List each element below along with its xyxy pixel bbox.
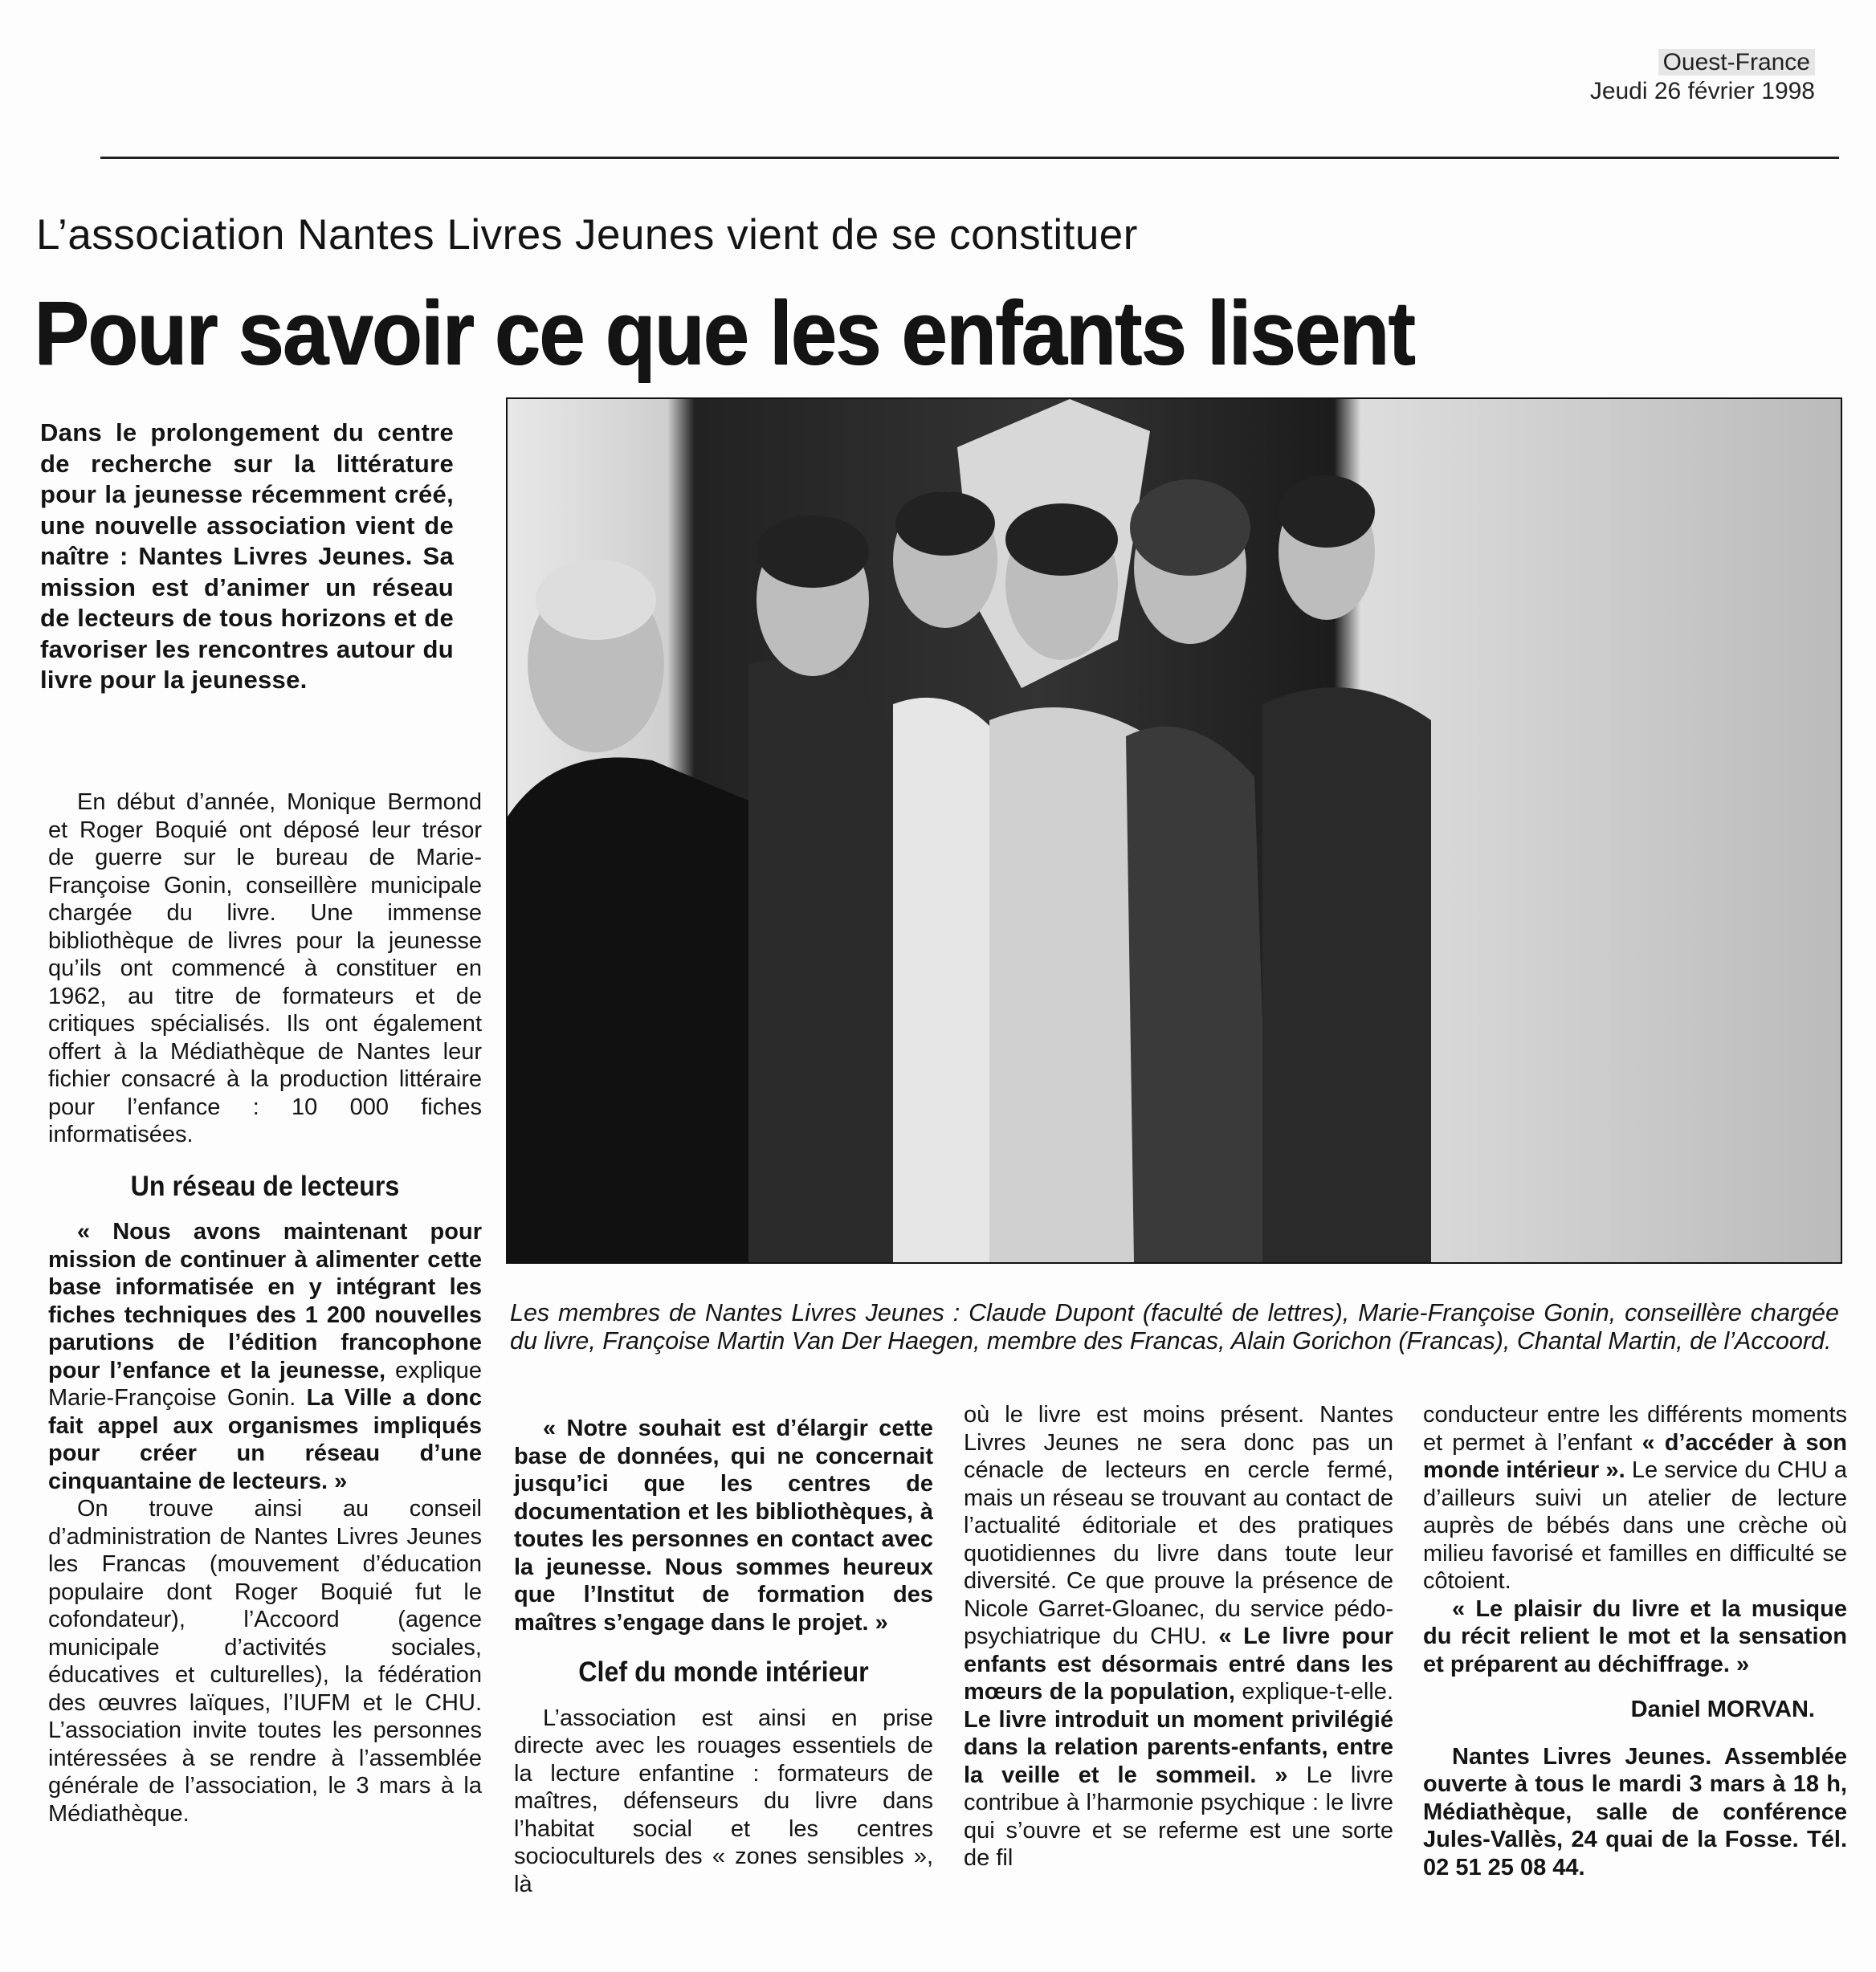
column-3: [964, 1401, 1393, 1872]
paragraph: [1423, 1595, 1847, 1679]
subhead-reseau: Un réseau de lecteurs: [130, 1170, 400, 1202]
quote-text: Le livre introduit un moment privilégié dans la relation parents-enfants, entre la veille et le sommeil. »: [964, 1706, 1393, 1788]
body-text: Le service du CHU a d’ailleurs suivi un atelier de lecture auprès de bébés dans une crèche où milieu favorisé et familles en difficulté se côtoient.: [1423, 1457, 1847, 1594]
paragraph: [964, 1401, 1393, 1872]
paragraph: [1423, 1401, 1847, 1595]
event-info: Nantes Livres Jeunes. Assemblée ouverte à tous le mardi 3 mars à 18 h, Médiathèque, salle de conférence Jules-Vallès, 24 quai de la Fosse. Tél. 02 51 25 08 44.: [1423, 1743, 1847, 1880]
paragraph: [514, 1415, 933, 1636]
column-4: [1423, 1401, 1847, 1881]
paragraph: [514, 1705, 933, 1899]
body-text: L’association est ainsi en prise directe avec les rouages essentiels de la lecture enfantine : formateurs de maîtres, défenseurs du livre dans l’habitat social et les centres socioculturels des « zones sensibles », là: [514, 1705, 933, 1897]
masthead: [1590, 48, 1815, 106]
byline: Daniel MORVAN.: [1630, 1697, 1815, 1722]
body-text: explique Marie-Françoise Gonin.: [48, 1357, 482, 1411]
body-text: En début d’année, Monique Bermond et Roger Boquié ont déposé leur trésor de guerre sur le bureau de Marie-Françoise Gonin, conseillère municipale chargée du livre. Une immense bibliothèque de livres pour la jeunesse qu’ils ont commencé à constituer en 1962, au titre de formateurs et de critiques spécialisés. Ils ont également offert à la Médiathèque de Nantes leur fichier consacré à la production littéraire pour l’enfance : 10 000 fiches informatisées.: [48, 789, 482, 1147]
body-text: Le livre contribue à l’harmonie psychique : le livre qui s’ouvre et se referme est une sorte de fil: [964, 1762, 1393, 1871]
body-text: où le livre est moins présent. Nantes Livres Jeunes ne sera donc pas un cénacle de lecteurs en cercle fermé, mais un réseau se trouvant au contact de l’actualité éditoriale et des pratiques quotidiennes du livre dans toute leur diversité. Ce que prouve la présence de Nicole Garret-Gloanec, du service pédo-psychiatrique du CHU.: [964, 1402, 1393, 1649]
lede: Dans le prolongement du centre de recherche sur la littérature pour la jeunesse récemment créé, une nouvelle association vient de naître : Nantes Livres Jeunes. Sa mission est d’animer un réseau de lecteurs de tous horizons et de favoriser les rencontres autour du livre pour la jeunesse.: [40, 418, 454, 694]
group-photo: [506, 397, 1842, 1264]
quote-text: « Notre souhait est d’élargir cette base de données, qui ne concernait jusqu’ici que les centres de documentation et les bibliothèques, à toutes les personnes en contact avec la jeunesse. Nous sommes heureux que l’Institut de formation des maîtres s’engage dans le projet. »: [514, 1416, 933, 1636]
divider: [100, 157, 1839, 159]
headline: Pour savoir ce que les enfants lisent: [34, 283, 1414, 383]
publication-name: Ouest-France: [1658, 49, 1815, 75]
quote-text: « Le plaisir du livre et la musique du récit relient le mot et la sensation et préparent au déchiffrage. »: [1423, 1595, 1847, 1677]
photo-caption: Les membres de Nantes Livres Jeunes : Claude Dupont (faculté de lettres), Marie-Françoise Gonin, conseillère chargée du livre, Françoise Martin Van Der Haegen, membre des Francas, Alain Gorichon (Francas), Chantal Martin, de l’Accoord.: [510, 1299, 1839, 1355]
quote-text: « d’accéder à son monde intérieur ».: [1423, 1429, 1847, 1483]
paragraph: [48, 788, 482, 1149]
publication-date: Jeudi 26 février 1998: [1589, 78, 1815, 104]
quote-text: « Nous avons maintenant pour mission de continuer à alimenter cette base informatisée en y intégrant les fiches techniques des 1 200 nouvelles parutions de l’édition francophone pour l’enfance et la jeunesse,: [48, 1219, 482, 1383]
quote-text: La Ville a donc fait appel aux organismes impliqués pour créer un réseau d’une cinquantaine de lecteurs. »: [48, 1385, 482, 1494]
photo-image: [508, 399, 1841, 1262]
body-text: explique-t-elle.: [1234, 1679, 1393, 1705]
body-text: conducteur entre les différents moments et permet à l’enfant: [1423, 1402, 1847, 1456]
paragraph: [48, 1495, 482, 1827]
subhead-clef: Clef du monde intérieur: [578, 1656, 869, 1688]
paragraph: [48, 1218, 482, 1495]
kicker: L’association Nantes Livres Jeunes vient de se constituer: [36, 211, 1138, 259]
column-1: [48, 788, 482, 1827]
column-2: [514, 1415, 933, 1898]
body-text: On trouve ainsi au conseil d’administration de Nantes Livres Jeunes les Francas (mouvement d’éducation populaire dont Roger Boquié fut le cofondateur), l’Accoord (agence municipale d’activités sociales, éducatives et culturelles), la fédération des œuvres laïques, l’IUFM et le CHU. L’association invite toutes les personnes intéressées à se rendre à l’assemblée générale de l’association, le 3 mars à la Médiathèque.: [48, 1496, 482, 1827]
quote-text: « Le livre pour enfants est désormais entré dans les mœurs de la population,: [964, 1624, 1394, 1705]
